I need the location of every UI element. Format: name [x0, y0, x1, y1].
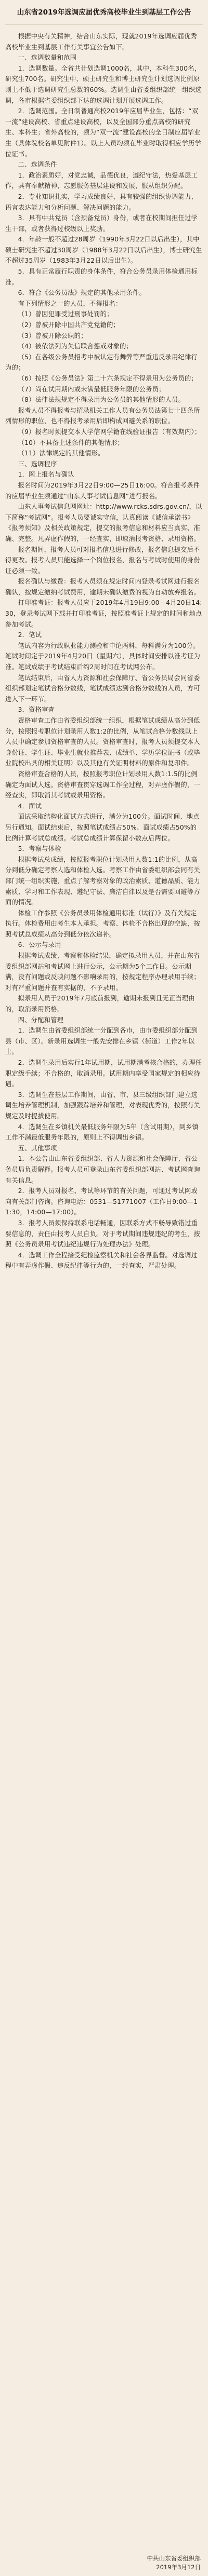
section-heading: 二、选调条件: [18, 161, 57, 169]
signature-org: 中共山东省委组织部: [147, 2555, 201, 2562]
section-paragraph: 6．公示与录用: [18, 941, 61, 949]
section-paragraph: 1．网上报名与确认: [18, 471, 74, 479]
section-paragraph: 报名时间为2019年3月22日9:00—25日16:00。符合报考条件的应届毕业生须通过“山东人事考试信息网”进行报名。: [5, 481, 200, 500]
section-paragraph: 1．政治素质好，对党忠诚，品德优良，遵纪守法，热爱基层工作，具有奉献精神，志愿服务基层建设和发展，服从组织分配。: [5, 171, 198, 190]
section-paragraph: 根据考试成绩、考察和体检结果，确定拟录用人员，并在山东省委组织部网站和考试网上进行公示，公示期为5个工作日。公示期满，没有问题或反映问题不影响录用的，按规定程序办理录用手续；对有严重问题并查有实据的，不予录用。: [5, 952, 200, 992]
signature-block: [147, 2554, 201, 2572]
section-paragraph: （4）被依法列为失信联合惩戒对象的；: [18, 343, 133, 350]
intro-paragraph: 根据中央有关精神，结合山东实际，现就2019年选调应届优秀高校毕业生到基层工作有关事宜公告如下。: [5, 33, 198, 51]
section-paragraph: 5．具有正常履行职责的身体条件，符合公务员录用体检通用标准。: [5, 268, 198, 286]
section-paragraph: （5）在各级公务员招考中被认定有舞弊等严重违反录用纪律行为的；: [5, 353, 198, 372]
section-paragraph: （8）法律法规规定不得录用为公务员的其他情形的人员。: [18, 396, 185, 404]
section-paragraph: 根据考试总成绩，按照报考职位计划录用人数1:1的比例，从高分到低分确定考察人选和体检人选。考察工作由省委组织部会同有关部门统一组织实施，重点了解考察对象的政治素质、道德品质、能力素质、学习和工作表现、遵纪守法、廉洁自律以及是否需要回避等方面的情况。: [5, 856, 200, 906]
section-paragraph: 2．笔试: [18, 631, 42, 639]
section-paragraph: 5．考察与体检: [18, 845, 61, 853]
section-paragraph: （1）曾因犯罪受过刑事处罚的；: [18, 310, 113, 318]
section-paragraph: 2．选调范围。全日制普通高校2019年应届毕业生，包括：“双一流”建设高校、省重点建设高校，以及全国部分重点高校的研究生、本科生；省外高校的，须为“双一流”建设高校的全日制应届毕业生（具体院校名单见附件1）。以上人员均须在毕业时取得相应学历学位证书。: [5, 107, 201, 158]
section-paragraph: （11）法律规定的其他情形。: [18, 450, 105, 457]
section-paragraph: 2．专业知识扎实，学习成绩良好，具有较强的组织协调能力、语言表达能力和分析问题、解决问题的能力。: [5, 193, 198, 211]
section-paragraph: 报名期间，报考人员可对报名信息进行修改，报名信息提交后不得更改。报考人员只能选择一个岗位报名，报名与考试时使用的身份证必须一致。: [5, 546, 200, 575]
section-paragraph: （6）按照《公务员法》第二十六条规定不得录用为公务员的；: [18, 375, 198, 382]
section-paragraph: 4．选调生在乡镇机关最低服务年限为5年（含试用期），到乡镇工作不满最低服务年限的，原则上不得调出乡镇。: [5, 1123, 199, 1142]
section-paragraph: 报名确认与缴费：报考人员须在规定时间内登录考试网进行报名确认，按规定缴纳考试费用，逾期未确认缴费的视为自动放弃报名。: [5, 578, 200, 596]
section-paragraph: 2．选调生录用后实行1年试用期，试用期满考核合格的，办理任职定级手续；不合格的，取消录用。试用期内享受国家规定的相应待遇。: [5, 1059, 202, 1088]
section-paragraph: 1．选调数量。全省共计划选调1000名，其中，本科生300名，研究生700名。研究生中，硕士研究生和博士研究生计划选调比例原则上不低于选调研究生总数的60%。选调生由省委组织部统一组织选调，各市根据省委组织部下达的选调计划开展选调工作。: [5, 64, 202, 104]
section-paragraph: 资格审查工作由省委组织部统一组织，根据笔试成绩从高分到低分，按照报考职位计划录用人数1:2的比例，从笔试合格分数线以上人员中确定参加资格审查的人员。资格审查时，报考人员须提交本人身份证、学生证、毕业生就业推荐表、成绩单、学历学位证书（或毕业院校出具的相关证明）以及其他有关证明材料的原件和复印件。: [5, 717, 200, 767]
section-paragraph: 有下列情形之一的人员，不得报名：: [18, 300, 122, 307]
section-paragraph: 1．本公告由山东省委组织部、省人力资源和社会保障厅、省公务员局负责解释。报考人员可登录山东省委组织部网站、考试网查询有关信息。: [5, 1155, 200, 1184]
title-divider: [5, 24, 203, 25]
section-heading: 一、选调数量和范围: [18, 54, 77, 62]
section-paragraph: 打印准考证：报考人员应于2019年4月19日9:00—4月20日14:30，登录考试网下载并打印准考证，按照准考证上规定的时间和地点参加考试。: [5, 599, 202, 628]
section-paragraph: 4．年龄一般不超过28周岁（1990年3月22日以后出生），其中硕士研究生不超过30周岁（1988年3月22日以后出生），博士研究生不超过35周岁（1983年3月22日以后出生）。: [5, 236, 202, 265]
section-heading: 三、选调程序: [18, 460, 57, 468]
section-paragraph: 1．选调生由省委组织部统一分配到各市，由市委组织部分配到县（市、区）。新录用选调生一般先安排在乡镇（街道）工作2年以上。: [5, 1027, 198, 1056]
section-paragraph: 3．资格审查: [18, 706, 55, 714]
section-paragraph: （3）曾被开除公职的；: [18, 332, 87, 340]
section-paragraph: 山东人事考试信息网网址：http://www.rcks.sdrs.gov.cn/，以下简称“考试网”。报考人员要诚实守信，认真阅读《诚信承诺书》《报考须知》及相关政策规定，提交的报考信息和材料应当真实、准确、完整。凡弄虚作假的，一经查实，即取消报考资格、录用资格。: [5, 503, 202, 543]
section-paragraph: 4．选调工作全程接受纪检监察机关和社会各界监督。对选调过程中有弄虚作假、违反纪律等行为的，一经查实，严肃处理。: [5, 1251, 198, 1270]
section-paragraph: 面试采取结构化面试方式进行，满分为100分。面试时间、地点另行通知。面试结束后，按照笔试成绩占50%、面试成绩占50%的比例计算考试总成绩。考试总成绩计算保留小数点后两位。: [5, 813, 200, 842]
section-heading: 五、其他事项: [18, 1144, 57, 1152]
announcement-body: [5, 31, 203, 1271]
page-title: 山东省2019年选调应届优秀高校毕业生到基层工作公告: [17, 8, 191, 17]
section-paragraph: 3．报考人员须保持联系电话畅通，因联系方式不畅导致错过重要信息的，责任由报考人员自负。对于考试期间违规违纪的考生，按照《公务员录用考试违纪违规行为处理办法》处理。: [5, 1219, 200, 1249]
section-paragraph: 笔试结束后，由省人力资源和社会保障厅、省公务员局会同省委组织部划定笔试合格分数线，笔试成绩达到合格分数线的人员，方可进入下一环节。: [5, 674, 200, 703]
section-paragraph: 6．符合《公务员法》规定的其他录用条件。: [18, 289, 146, 297]
section-paragraph: 体检工作参照《公务员录用体检通用标准（试行）》及有关规定执行。体检费用由考生本人承担。考察、体检不合格出现的空缺，按照考试总成绩从高分到低分依次递补。: [5, 909, 200, 938]
section-paragraph: 笔试内容为行政职业能力测验和申论两科，每科满分为100分。笔试时间定于2019年4月20日（星期六），具体时间安排以准考证为准。笔试成绩于考试结束后约2周时间在考试网公布。: [5, 642, 200, 671]
section-paragraph: 拟录用人员于2019年7月底前报到，逾期未报到且无正当理由的，取消录用资格。: [5, 995, 195, 1013]
section-heading: 四、分配和管理: [18, 1016, 64, 1024]
section-paragraph: （10）不具备上述条件的其他情形；: [18, 439, 124, 446]
section-paragraph: 报考人员不得报考与招录机关工作人员有公务员法第七十四条所列情形的职位，也不得报考录用后即构成回避关系的职位。: [5, 406, 200, 425]
signature-date: 2019年3月12日: [156, 2564, 201, 2571]
section-paragraph: 3．选调生在基层工作期间，由省、市、县三级组织部门建立选调生培养管理机制，加强跟踪培养和管理，对表现优秀的，按照有关规定及时提拔使用。: [5, 1091, 200, 1120]
section-paragraph: （7）尚在试用期内或未满最低服务年限的公务员；: [18, 385, 165, 393]
section-paragraph: （2）曾被开除中国共产党党籍的；: [18, 321, 120, 329]
section-paragraph: （9）报名时须提交本人学信网学籍在线验证报告（有效期内）；: [18, 428, 201, 436]
section-paragraph: 4．面试: [18, 802, 42, 810]
section-paragraph: 资格审查合格的人员，按照报考职位计划录用人数1:1.5的比例确定为面试人选。资格审查贯穿选调工作全过程，对弄虚作假的，一经查实，即取消其考试或录用资格。: [5, 770, 200, 799]
section-paragraph: 3．具有中共党员（含预备党员）身份，或者在校期间担任过学生干部，或者获得过校级以上奖励。: [5, 214, 198, 233]
section-paragraph: 2．报考人员对报名、考试等环节的有关问题，可通过考试网或向有关部门咨询。咨询电话：0531—51771007（工作日9:00—11:30，14:00—17:00）。: [5, 1187, 198, 1216]
